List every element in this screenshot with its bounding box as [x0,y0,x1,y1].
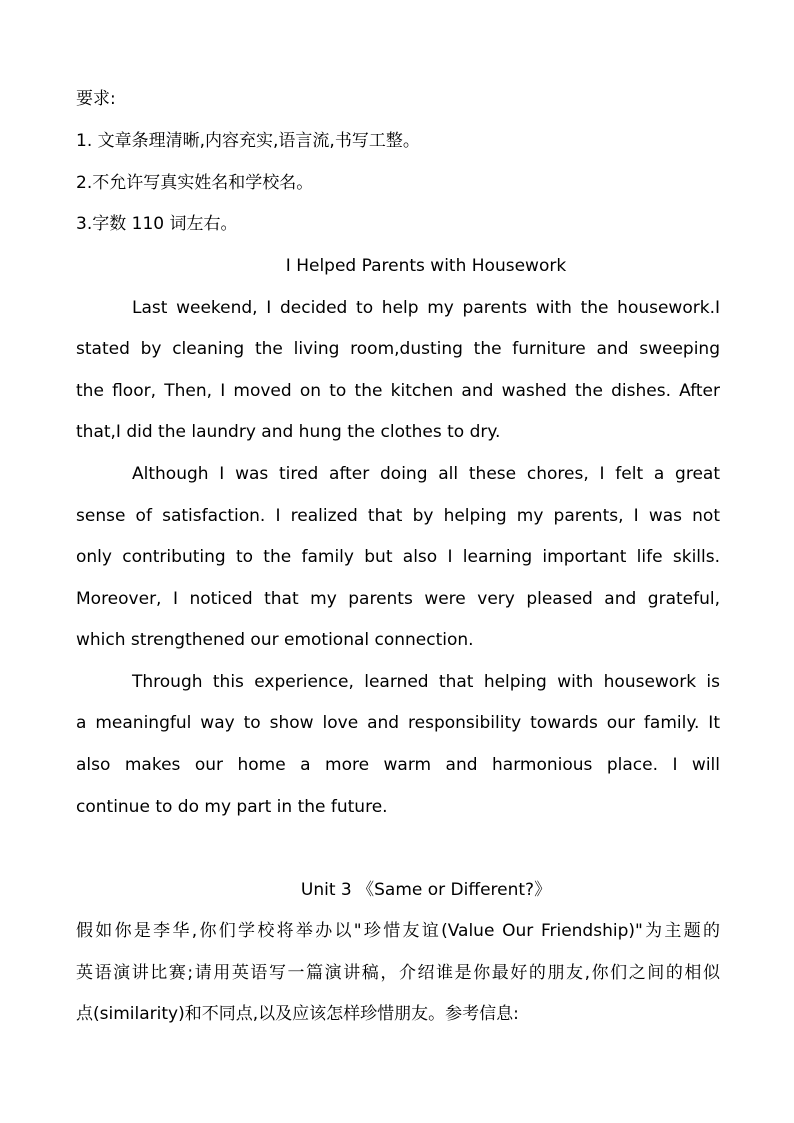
essay-line: a meaningful way to show love and responsibility towards our family. It [76,713,720,733]
unit-title: Unit 3 《Same or Different?》 [300,880,552,900]
essay-line: sense of satisfaction. I realized that by helping my parents, I was not [76,506,720,526]
essay-line: the floor, Then, I moved on to the kitchen and washed the dishes. After [76,381,720,401]
unit-prompt-line: 点(similarity)和不同点,以及应该怎样珍惜朋友。参考信息: [76,1004,519,1024]
essay-line: Although I was tired after doing all these chores, I felt a great [132,464,720,484]
requirement-item-3: 3.字数 110 词左右。 [76,214,238,234]
essay-line: Through this experience, learned that helping with housework is [132,672,720,692]
essay-line: Last weekend, I decided to help my parents with the housework.I [132,298,720,318]
essay-line: only contributing to the family but also I learning important life skills. [76,547,720,567]
requirements-heading: 要求: [76,89,116,109]
unit-prompt-line: 英语演讲比赛;请用英语写一篇演讲稿，介绍谁是你最好的朋友,你们之间的相似 [76,963,720,983]
essay-line: continue to do my part in the future. [76,797,388,817]
unit-prompt-line: 假如你是李华,你们学校将举办以"珍惜友谊(Value Our Friendship)"为主题的 [76,921,720,941]
requirement-item-2: 2.不允许写真实姓名和学校名。 [76,173,314,193]
essay-line: Moreover, I noticed that my parents were very pleased and grateful, [76,589,720,609]
essay-line: that,I did the laundry and hung the clothes to dry. [76,422,501,442]
essay-line: also makes our home a more warm and harmonious place. I will [76,755,720,775]
essay-line: stated by cleaning the living room,dusting the furniture and sweeping [76,339,720,359]
essay-title: I Helped Parents with Housework [285,256,567,276]
essay-line: which strengthened our emotional connection. [76,630,474,650]
requirement-item-1: 1. 文章条理清晰,内容充实,语言流,书写工整。 [76,131,420,151]
